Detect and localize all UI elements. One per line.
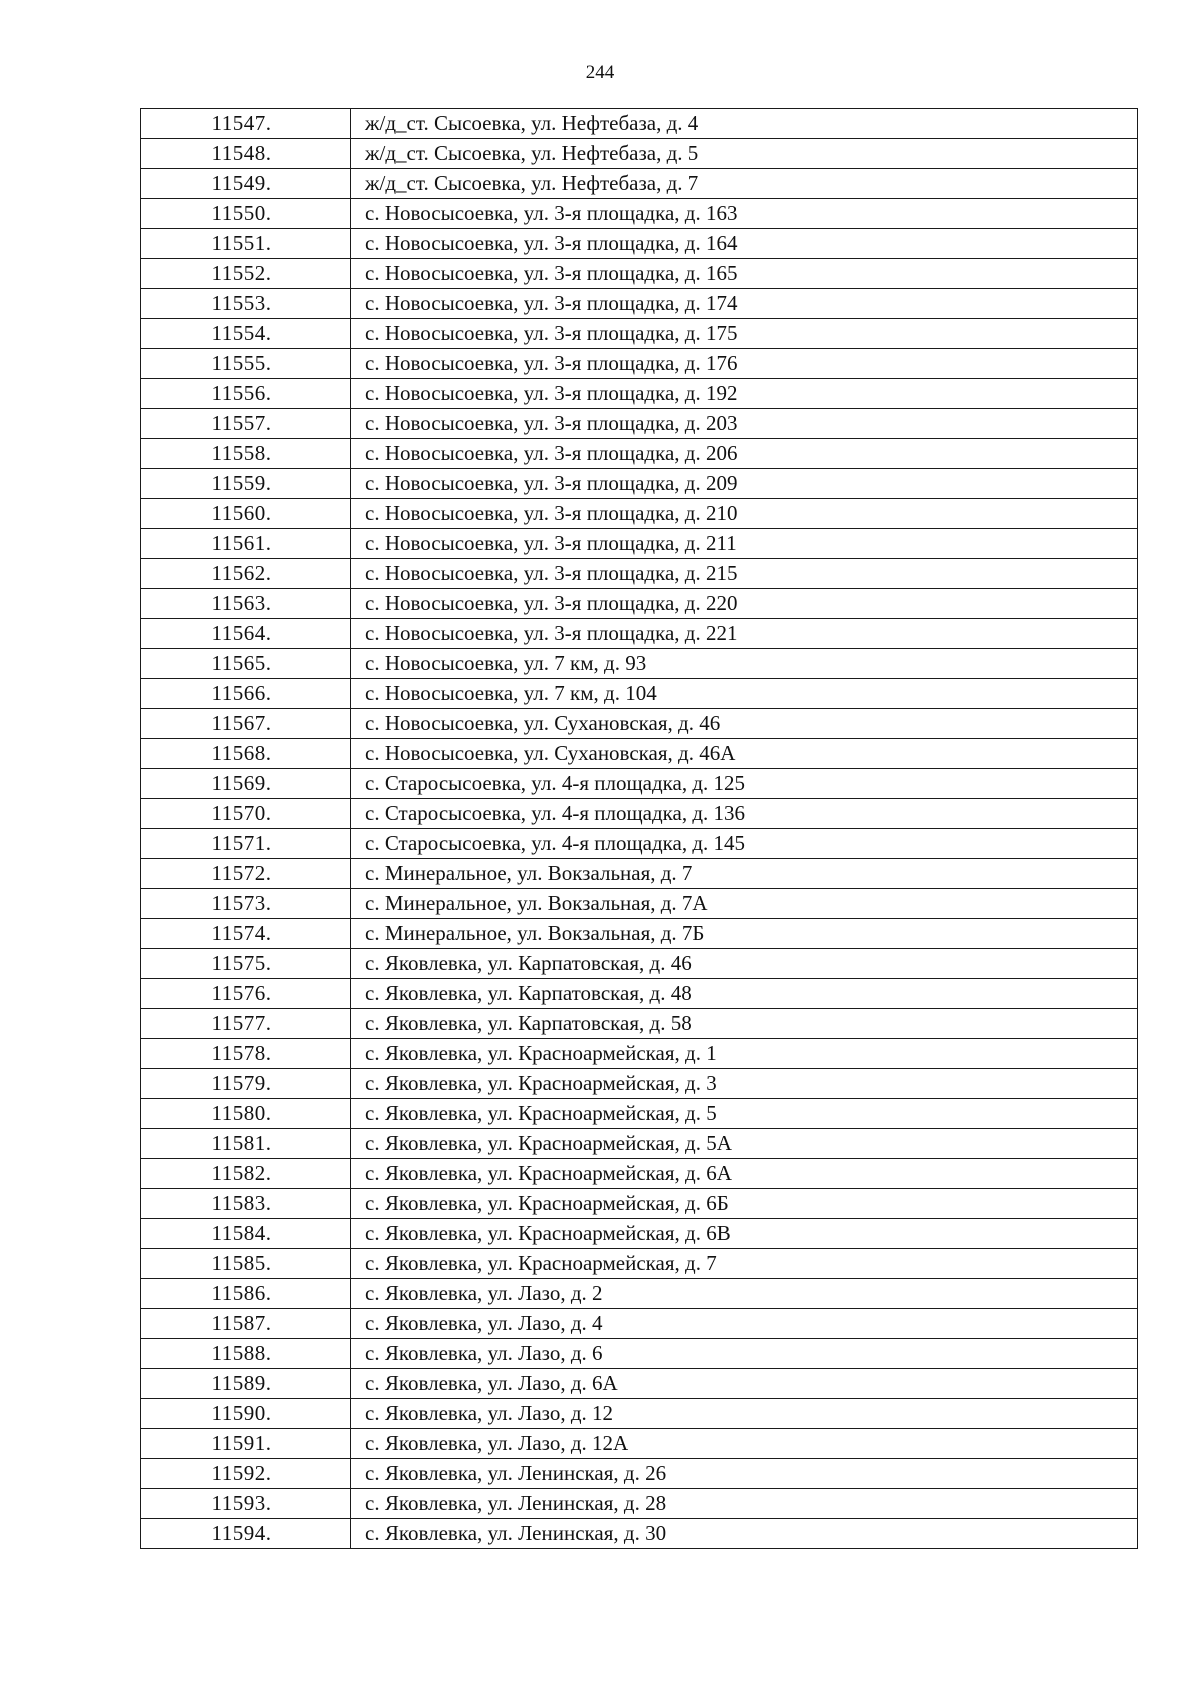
row-number-cell: 11550. xyxy=(141,199,351,229)
address-cell: с. Старосысоевка, ул. 4-я площадка, д. 125 xyxy=(351,769,1138,799)
table-row xyxy=(141,319,1138,349)
table-row xyxy=(141,949,1138,979)
table-row xyxy=(141,1369,1138,1399)
address-cell: с. Новосысоевка, ул. 3-я площадка, д. 163 xyxy=(351,199,1138,229)
row-number-cell: 11563. xyxy=(141,589,351,619)
address-cell: с. Яковлевка, ул. Лазо, д. 12А xyxy=(351,1429,1138,1459)
table-row xyxy=(141,919,1138,949)
row-number-cell: 11557. xyxy=(141,409,351,439)
table-row xyxy=(141,1489,1138,1519)
address-cell: с. Яковлевка, ул. Красноармейская, д. 7 xyxy=(351,1249,1138,1279)
row-number-cell: 11561. xyxy=(141,529,351,559)
address-cell: с. Старосысоевка, ул. 4-я площадка, д. 136 xyxy=(351,799,1138,829)
row-number-cell: 11572. xyxy=(141,859,351,889)
row-number-cell: 11560. xyxy=(141,499,351,529)
address-cell: с. Яковлевка, ул. Ленинская, д. 28 xyxy=(351,1489,1138,1519)
table-row xyxy=(141,289,1138,319)
table-row xyxy=(141,1219,1138,1249)
table-row xyxy=(141,1129,1138,1159)
table-row xyxy=(141,829,1138,859)
table-row xyxy=(141,1339,1138,1369)
address-cell: с. Яковлевка, ул. Красноармейская, д. 6Б xyxy=(351,1189,1138,1219)
address-cell: с. Новосысоевка, ул. 3-я площадка, д. 210 xyxy=(351,499,1138,529)
table-row xyxy=(141,889,1138,919)
address-cell: с. Новосысоевка, ул. 3-я площадка, д. 211 xyxy=(351,529,1138,559)
row-number-cell: 11547. xyxy=(141,109,351,139)
address-cell: с. Яковлевка, ул. Лазо, д. 6А xyxy=(351,1369,1138,1399)
row-number-cell: 11588. xyxy=(141,1339,351,1369)
row-number-cell: 11558. xyxy=(141,439,351,469)
row-number-cell: 11552. xyxy=(141,259,351,289)
address-cell: с. Новосысоевка, ул. 3-я площадка, д. 203 xyxy=(351,409,1138,439)
row-number-cell: 11576. xyxy=(141,979,351,1009)
row-number-cell: 11551. xyxy=(141,229,351,259)
table-row xyxy=(141,1429,1138,1459)
table-row xyxy=(141,379,1138,409)
row-number-cell: 11594. xyxy=(141,1519,351,1549)
address-cell: с. Новосысоевка, ул. Сухановская, д. 46 xyxy=(351,709,1138,739)
address-cell: с. Яковлевка, ул. Лазо, д. 2 xyxy=(351,1279,1138,1309)
row-number-cell: 11573. xyxy=(141,889,351,919)
address-cell: с. Яковлевка, ул. Ленинская, д. 26 xyxy=(351,1459,1138,1489)
address-cell: с. Минеральное, ул. Вокзальная, д. 7А xyxy=(351,889,1138,919)
row-number-cell: 11556. xyxy=(141,379,351,409)
address-cell: с. Новосысоевка, ул. Сухановская, д. 46А xyxy=(351,739,1138,769)
table-row xyxy=(141,109,1138,139)
row-number-cell: 11568. xyxy=(141,739,351,769)
address-cell: с. Новосысоевка, ул. 3-я площадка, д. 206 xyxy=(351,439,1138,469)
row-number-cell: 11582. xyxy=(141,1159,351,1189)
row-number-cell: 11548. xyxy=(141,139,351,169)
address-cell: с. Старосысоевка, ул. 4-я площадка, д. 145 xyxy=(351,829,1138,859)
table-row xyxy=(141,529,1138,559)
address-cell: с. Новосысоевка, ул. 3-я площадка, д. 174 xyxy=(351,289,1138,319)
table-row xyxy=(141,1039,1138,1069)
address-cell: с. Яковлевка, ул. Карпатовская, д. 46 xyxy=(351,949,1138,979)
row-number-cell: 11590. xyxy=(141,1399,351,1429)
row-number-cell: 11584. xyxy=(141,1219,351,1249)
row-number-cell: 11581. xyxy=(141,1129,351,1159)
address-cell: с. Минеральное, ул. Вокзальная, д. 7 xyxy=(351,859,1138,889)
table-row xyxy=(141,709,1138,739)
row-number-cell: 11553. xyxy=(141,289,351,319)
table-row xyxy=(141,439,1138,469)
table-row xyxy=(141,799,1138,829)
address-cell: с. Яковлевка, ул. Красноармейская, д. 6В xyxy=(351,1219,1138,1249)
row-number-cell: 11583. xyxy=(141,1189,351,1219)
address-cell: с. Новосысоевка, ул. 3-я площадка, д. 221 xyxy=(351,619,1138,649)
row-number-cell: 11591. xyxy=(141,1429,351,1459)
address-cell: с. Яковлевка, ул. Карпатовская, д. 58 xyxy=(351,1009,1138,1039)
address-cell: с. Новосысоевка, ул. 3-я площадка, д. 164 xyxy=(351,229,1138,259)
row-number-cell: 11562. xyxy=(141,559,351,589)
row-number-cell: 11586. xyxy=(141,1279,351,1309)
row-number-cell: 11570. xyxy=(141,799,351,829)
table-row xyxy=(141,139,1138,169)
address-cell: с. Новосысоевка, ул. 3-я площадка, д. 176 xyxy=(351,349,1138,379)
table-row xyxy=(141,1279,1138,1309)
address-cell: с. Новосысоевка, ул. 7 км, д. 104 xyxy=(351,679,1138,709)
address-cell: с. Новосысоевка, ул. 3-я площадка, д. 165 xyxy=(351,259,1138,289)
table-row xyxy=(141,199,1138,229)
row-number-cell: 11593. xyxy=(141,1489,351,1519)
table-row xyxy=(141,589,1138,619)
row-number-cell: 11571. xyxy=(141,829,351,859)
row-number-cell: 11574. xyxy=(141,919,351,949)
address-cell: с. Яковлевка, ул. Лазо, д. 4 xyxy=(351,1309,1138,1339)
row-number-cell: 11566. xyxy=(141,679,351,709)
table-row xyxy=(141,229,1138,259)
row-number-cell: 11580. xyxy=(141,1099,351,1129)
row-number-cell: 11575. xyxy=(141,949,351,979)
row-number-cell: 11564. xyxy=(141,619,351,649)
table-row xyxy=(141,1249,1138,1279)
row-number-cell: 11587. xyxy=(141,1309,351,1339)
address-table-body xyxy=(141,109,1138,1549)
table-row xyxy=(141,349,1138,379)
address-cell: с. Новосысоевка, ул. 3-я площадка, д. 192 xyxy=(351,379,1138,409)
table-row xyxy=(141,1069,1138,1099)
row-number-cell: 11549. xyxy=(141,169,351,199)
row-number-cell: 11578. xyxy=(141,1039,351,1069)
address-cell: с. Минеральное, ул. Вокзальная, д. 7Б xyxy=(351,919,1138,949)
row-number-cell: 11589. xyxy=(141,1369,351,1399)
table-row xyxy=(141,769,1138,799)
page-number: 244 xyxy=(585,62,615,83)
address-cell: с. Новосысоевка, ул. 3-я площадка, д. 209 xyxy=(351,469,1138,499)
table-row xyxy=(141,409,1138,439)
table-row xyxy=(141,649,1138,679)
table-row xyxy=(141,739,1138,769)
row-number-cell: 11579. xyxy=(141,1069,351,1099)
row-number-cell: 11577. xyxy=(141,1009,351,1039)
row-number-cell: 11555. xyxy=(141,349,351,379)
table-row xyxy=(141,259,1138,289)
address-cell: с. Яковлевка, ул. Ленинская, д. 30 xyxy=(351,1519,1138,1549)
table-row xyxy=(141,469,1138,499)
table-row xyxy=(141,1459,1138,1489)
table-row xyxy=(141,1399,1138,1429)
row-number-cell: 11559. xyxy=(141,469,351,499)
table-row xyxy=(141,1099,1138,1129)
address-cell: с. Яковлевка, ул. Лазо, д. 12 xyxy=(351,1399,1138,1429)
table-row xyxy=(141,679,1138,709)
address-cell: с. Яковлевка, ул. Карпатовская, д. 48 xyxy=(351,979,1138,1009)
table-row xyxy=(141,979,1138,1009)
address-cell: ж/д_ст. Сысоевка, ул. Нефтебаза, д. 5 xyxy=(351,139,1138,169)
address-cell: с. Яковлевка, ул. Красноармейская, д. 3 xyxy=(351,1069,1138,1099)
address-cell: с. Яковлевка, ул. Красноармейская, д. 5А xyxy=(351,1129,1138,1159)
address-cell: с. Яковлевка, ул. Красноармейская, д. 5 xyxy=(351,1099,1138,1129)
row-number-cell: 11554. xyxy=(141,319,351,349)
table-row xyxy=(141,619,1138,649)
table-row xyxy=(141,1009,1138,1039)
address-cell: ж/д_ст. Сысоевка, ул. Нефтебаза, д. 7 xyxy=(351,169,1138,199)
address-cell: с. Яковлевка, ул. Красноармейская, д. 1 xyxy=(351,1039,1138,1069)
address-cell: с. Яковлевка, ул. Лазо, д. 6 xyxy=(351,1339,1138,1369)
address-cell: с. Новосысоевка, ул. 3-я площадка, д. 220 xyxy=(351,589,1138,619)
table-row xyxy=(141,559,1138,589)
row-number-cell: 11569. xyxy=(141,769,351,799)
table-row xyxy=(141,859,1138,889)
table-row xyxy=(141,1189,1138,1219)
address-cell: с. Яковлевка, ул. Красноармейская, д. 6А xyxy=(351,1159,1138,1189)
table-row xyxy=(141,1159,1138,1189)
address-cell: с. Новосысоевка, ул. 7 км, д. 93 xyxy=(351,649,1138,679)
row-number-cell: 11592. xyxy=(141,1459,351,1489)
address-table xyxy=(140,108,1138,1549)
table-row xyxy=(141,169,1138,199)
table-row xyxy=(141,1309,1138,1339)
row-number-cell: 11565. xyxy=(141,649,351,679)
address-cell: с. Новосысоевка, ул. 3-я площадка, д. 175 xyxy=(351,319,1138,349)
table-row xyxy=(141,499,1138,529)
row-number-cell: 11585. xyxy=(141,1249,351,1279)
address-cell: с. Новосысоевка, ул. 3-я площадка, д. 215 xyxy=(351,559,1138,589)
address-cell: ж/д_ст. Сысоевка, ул. Нефтебаза, д. 4 xyxy=(351,109,1138,139)
table-row xyxy=(141,1519,1138,1549)
row-number-cell: 11567. xyxy=(141,709,351,739)
